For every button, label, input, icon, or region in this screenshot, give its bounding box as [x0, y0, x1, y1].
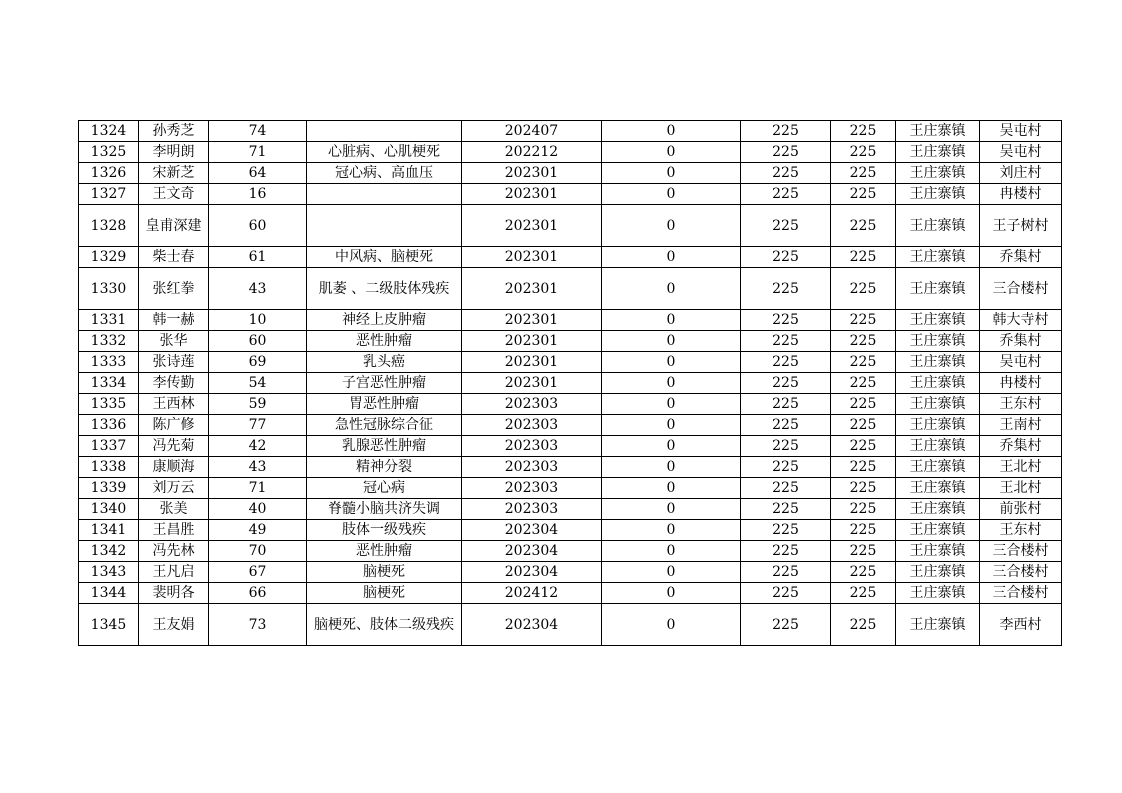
cell-col6: 0: [602, 373, 741, 394]
cell-name: 裴明各: [139, 583, 209, 604]
cell-col8: 225: [831, 352, 896, 373]
table-row: [79, 415, 1062, 436]
cell-village: 王南村: [980, 415, 1062, 436]
cell-age: 40: [209, 499, 307, 520]
cell-name: 李明朗: [139, 142, 209, 163]
cell-town: 王庄寨镇: [896, 415, 980, 436]
cell-town: 王庄寨镇: [896, 436, 980, 457]
record-table: [78, 120, 1062, 646]
table-row: [79, 583, 1062, 604]
table-row: [79, 478, 1062, 499]
cell-col6: 0: [602, 499, 741, 520]
cell-age: 73: [209, 604, 307, 646]
cell-name: 康顺海: [139, 457, 209, 478]
cell-col6: 0: [602, 247, 741, 268]
cell-disease: 乳腺恶性肿瘤: [307, 436, 462, 457]
cell-id: 1339: [79, 478, 139, 499]
cell-col7: 225: [741, 205, 831, 247]
cell-disease: 脑梗死: [307, 583, 462, 604]
cell-town: 王庄寨镇: [896, 163, 980, 184]
cell-date: 202301: [462, 184, 602, 205]
cell-date: 202301: [462, 331, 602, 352]
cell-col7: 225: [741, 541, 831, 562]
table-row: [79, 184, 1062, 205]
cell-age: 70: [209, 541, 307, 562]
cell-town: 王庄寨镇: [896, 562, 980, 583]
cell-col6: 0: [602, 142, 741, 163]
cell-col7: 225: [741, 499, 831, 520]
cell-date: 202303: [462, 415, 602, 436]
cell-col7: 225: [741, 121, 831, 142]
cell-town: 王庄寨镇: [896, 478, 980, 499]
cell-village: 王东村: [980, 520, 1062, 541]
cell-date: 202407: [462, 121, 602, 142]
cell-town: 王庄寨镇: [896, 310, 980, 331]
cell-date: 202303: [462, 478, 602, 499]
cell-town: 王庄寨镇: [896, 121, 980, 142]
cell-disease: 脑梗死、肢体二级残疾: [307, 604, 462, 646]
cell-town: 王庄寨镇: [896, 331, 980, 352]
table-row: [79, 268, 1062, 310]
table-row: [79, 520, 1062, 541]
cell-id: 1334: [79, 373, 139, 394]
cell-id: 1333: [79, 352, 139, 373]
cell-village: 三合楼村: [980, 562, 1062, 583]
cell-village: 吴屯村: [980, 352, 1062, 373]
cell-name: 张红拳: [139, 268, 209, 310]
cell-id: 1325: [79, 142, 139, 163]
cell-id: 1342: [79, 541, 139, 562]
cell-col7: 225: [741, 352, 831, 373]
cell-date: 202303: [462, 394, 602, 415]
cell-disease: 急性冠脉综合征: [307, 415, 462, 436]
cell-village: 乔集村: [980, 436, 1062, 457]
cell-col8: 225: [831, 520, 896, 541]
table-row: [79, 394, 1062, 415]
table-row: [79, 163, 1062, 184]
cell-id: 1343: [79, 562, 139, 583]
cell-id: 1324: [79, 121, 139, 142]
cell-id: 1338: [79, 457, 139, 478]
cell-col8: 225: [831, 478, 896, 499]
cell-col6: 0: [602, 541, 741, 562]
cell-col7: 225: [741, 247, 831, 268]
cell-col6: 0: [602, 562, 741, 583]
cell-village: 冉楼村: [980, 184, 1062, 205]
cell-date: 202303: [462, 436, 602, 457]
cell-disease: [307, 121, 462, 142]
cell-name: 陈广修: [139, 415, 209, 436]
cell-col8: 225: [831, 142, 896, 163]
cell-col8: 225: [831, 163, 896, 184]
cell-age: 54: [209, 373, 307, 394]
cell-age: 61: [209, 247, 307, 268]
cell-col7: 225: [741, 478, 831, 499]
cell-col7: 225: [741, 457, 831, 478]
cell-town: 王庄寨镇: [896, 268, 980, 310]
cell-col6: 0: [602, 583, 741, 604]
cell-col7: 225: [741, 604, 831, 646]
cell-village: 三合楼村: [980, 583, 1062, 604]
table-row: [79, 541, 1062, 562]
cell-village: 王东村: [980, 394, 1062, 415]
cell-town: 王庄寨镇: [896, 583, 980, 604]
cell-col8: 225: [831, 562, 896, 583]
cell-col6: 0: [602, 121, 741, 142]
cell-disease: 恶性肿瘤: [307, 541, 462, 562]
cell-name: 王昌胜: [139, 520, 209, 541]
cell-col6: 0: [602, 331, 741, 352]
table-row: [79, 205, 1062, 247]
cell-town: 王庄寨镇: [896, 205, 980, 247]
cell-name: 宋新芝: [139, 163, 209, 184]
cell-age: 71: [209, 478, 307, 499]
cell-village: 刘庄村: [980, 163, 1062, 184]
cell-village: 吴屯村: [980, 142, 1062, 163]
cell-id: 1335: [79, 394, 139, 415]
cell-col6: 0: [602, 604, 741, 646]
cell-name: 张华: [139, 331, 209, 352]
cell-town: 王庄寨镇: [896, 184, 980, 205]
cell-town: 王庄寨镇: [896, 457, 980, 478]
cell-id: 1326: [79, 163, 139, 184]
cell-age: 74: [209, 121, 307, 142]
cell-name: 张诗莲: [139, 352, 209, 373]
table-row: [79, 331, 1062, 352]
cell-age: 71: [209, 142, 307, 163]
table-row: [79, 373, 1062, 394]
cell-col7: 225: [741, 373, 831, 394]
cell-village: 王子树村: [980, 205, 1062, 247]
cell-village: 冉楼村: [980, 373, 1062, 394]
cell-date: 202301: [462, 310, 602, 331]
cell-age: 77: [209, 415, 307, 436]
cell-id: 1340: [79, 499, 139, 520]
cell-id: 1330: [79, 268, 139, 310]
cell-id: 1341: [79, 520, 139, 541]
cell-col8: 225: [831, 310, 896, 331]
cell-col6: 0: [602, 163, 741, 184]
cell-age: 43: [209, 268, 307, 310]
cell-col8: 225: [831, 499, 896, 520]
table-row: [79, 352, 1062, 373]
cell-col6: 0: [602, 457, 741, 478]
table-row: [79, 436, 1062, 457]
cell-disease: 脊髓小脑共济失调: [307, 499, 462, 520]
cell-col8: 225: [831, 415, 896, 436]
cell-disease: 中风病、脑梗死: [307, 247, 462, 268]
cell-date: 202304: [462, 541, 602, 562]
cell-disease: 脑梗死: [307, 562, 462, 583]
cell-town: 王庄寨镇: [896, 520, 980, 541]
cell-town: 王庄寨镇: [896, 142, 980, 163]
cell-id: 1327: [79, 184, 139, 205]
cell-col8: 225: [831, 184, 896, 205]
cell-col7: 225: [741, 163, 831, 184]
cell-col6: 0: [602, 352, 741, 373]
table-row: [79, 247, 1062, 268]
cell-age: 60: [209, 331, 307, 352]
cell-disease: 胃恶性肿瘤: [307, 394, 462, 415]
cell-col6: 0: [602, 268, 741, 310]
cell-col6: 0: [602, 415, 741, 436]
cell-name: 李传勤: [139, 373, 209, 394]
cell-age: 43: [209, 457, 307, 478]
cell-age: 60: [209, 205, 307, 247]
cell-id: 1345: [79, 604, 139, 646]
cell-date: 202301: [462, 205, 602, 247]
cell-age: 66: [209, 583, 307, 604]
cell-date: 202303: [462, 457, 602, 478]
cell-date: 202301: [462, 352, 602, 373]
cell-id: 1337: [79, 436, 139, 457]
cell-date: 202304: [462, 604, 602, 646]
cell-id: 1344: [79, 583, 139, 604]
cell-village: 王北村: [980, 457, 1062, 478]
cell-col7: 225: [741, 394, 831, 415]
cell-disease: 肢体一级残疾: [307, 520, 462, 541]
cell-disease: 肌萎 、二级肢体残疾: [307, 268, 462, 310]
cell-col7: 225: [741, 268, 831, 310]
cell-name: 韩一赫: [139, 310, 209, 331]
table-row: [79, 121, 1062, 142]
cell-date: 202301: [462, 373, 602, 394]
cell-town: 王庄寨镇: [896, 394, 980, 415]
cell-col6: 0: [602, 184, 741, 205]
cell-disease: 精神分裂: [307, 457, 462, 478]
cell-col8: 225: [831, 436, 896, 457]
cell-disease: 冠心病: [307, 478, 462, 499]
cell-name: 柴士春: [139, 247, 209, 268]
cell-village: 吴屯村: [980, 121, 1062, 142]
cell-col7: 225: [741, 415, 831, 436]
cell-col6: 0: [602, 310, 741, 331]
cell-col8: 225: [831, 331, 896, 352]
cell-village: 乔集村: [980, 331, 1062, 352]
cell-age: 64: [209, 163, 307, 184]
cell-age: 67: [209, 562, 307, 583]
cell-name: 王西林: [139, 394, 209, 415]
cell-disease: 恶性肿瘤: [307, 331, 462, 352]
cell-col8: 225: [831, 604, 896, 646]
cell-disease: 心脏病、心肌梗死: [307, 142, 462, 163]
table-row: [79, 562, 1062, 583]
cell-id: 1331: [79, 310, 139, 331]
cell-town: 王庄寨镇: [896, 247, 980, 268]
cell-col7: 225: [741, 142, 831, 163]
cell-date: 202412: [462, 583, 602, 604]
cell-town: 王庄寨镇: [896, 604, 980, 646]
cell-date: 202303: [462, 499, 602, 520]
cell-col6: 0: [602, 394, 741, 415]
cell-col6: 0: [602, 478, 741, 499]
cell-date: 202212: [462, 142, 602, 163]
cell-disease: 神经上皮肿瘤: [307, 310, 462, 331]
cell-col7: 225: [741, 310, 831, 331]
cell-col7: 225: [741, 583, 831, 604]
cell-name: 冯先菊: [139, 436, 209, 457]
cell-disease: [307, 184, 462, 205]
cell-id: 1328: [79, 205, 139, 247]
cell-col7: 225: [741, 520, 831, 541]
cell-village: 韩大寺村: [980, 310, 1062, 331]
cell-village: 前张村: [980, 499, 1062, 520]
table-row: [79, 310, 1062, 331]
cell-col8: 225: [831, 205, 896, 247]
cell-id: 1332: [79, 331, 139, 352]
cell-name: 刘万云: [139, 478, 209, 499]
cell-name: 冯先林: [139, 541, 209, 562]
cell-disease: 子宫恶性肿瘤: [307, 373, 462, 394]
cell-name: 皇甫深建: [139, 205, 209, 247]
cell-col8: 225: [831, 373, 896, 394]
cell-col6: 0: [602, 436, 741, 457]
cell-town: 王庄寨镇: [896, 352, 980, 373]
cell-village: 三合楼村: [980, 541, 1062, 562]
cell-col7: 225: [741, 331, 831, 352]
table-row: [79, 499, 1062, 520]
cell-col8: 225: [831, 583, 896, 604]
cell-age: 59: [209, 394, 307, 415]
cell-town: 王庄寨镇: [896, 499, 980, 520]
cell-col6: 0: [602, 205, 741, 247]
cell-age: 49: [209, 520, 307, 541]
cell-date: 202301: [462, 163, 602, 184]
cell-date: 202301: [462, 247, 602, 268]
cell-date: 202301: [462, 268, 602, 310]
cell-name: 张美: [139, 499, 209, 520]
cell-age: 69: [209, 352, 307, 373]
cell-town: 王庄寨镇: [896, 373, 980, 394]
cell-col8: 225: [831, 457, 896, 478]
cell-col8: 225: [831, 394, 896, 415]
cell-name: 王友娟: [139, 604, 209, 646]
cell-col8: 225: [831, 121, 896, 142]
cell-name: 孙秀芝: [139, 121, 209, 142]
cell-disease: 乳头癌: [307, 352, 462, 373]
cell-name: 王文奇: [139, 184, 209, 205]
cell-id: 1336: [79, 415, 139, 436]
cell-age: 16: [209, 184, 307, 205]
cell-village: 李西村: [980, 604, 1062, 646]
cell-col7: 225: [741, 184, 831, 205]
cell-age: 42: [209, 436, 307, 457]
cell-col7: 225: [741, 562, 831, 583]
cell-village: 三合楼村: [980, 268, 1062, 310]
cell-col8: 225: [831, 268, 896, 310]
cell-age: 10: [209, 310, 307, 331]
cell-id: 1329: [79, 247, 139, 268]
table-row: [79, 457, 1062, 478]
table-row: [79, 604, 1062, 646]
table-body: [79, 121, 1062, 646]
cell-col8: 225: [831, 247, 896, 268]
cell-disease: 冠心病、高血压: [307, 163, 462, 184]
cell-col6: 0: [602, 520, 741, 541]
cell-col8: 225: [831, 541, 896, 562]
cell-village: 王北村: [980, 478, 1062, 499]
cell-col7: 225: [741, 436, 831, 457]
cell-village: 乔集村: [980, 247, 1062, 268]
cell-name: 王凡启: [139, 562, 209, 583]
cell-date: 202304: [462, 562, 602, 583]
table-row: [79, 142, 1062, 163]
cell-date: 202304: [462, 520, 602, 541]
cell-disease: [307, 205, 462, 247]
cell-town: 王庄寨镇: [896, 541, 980, 562]
